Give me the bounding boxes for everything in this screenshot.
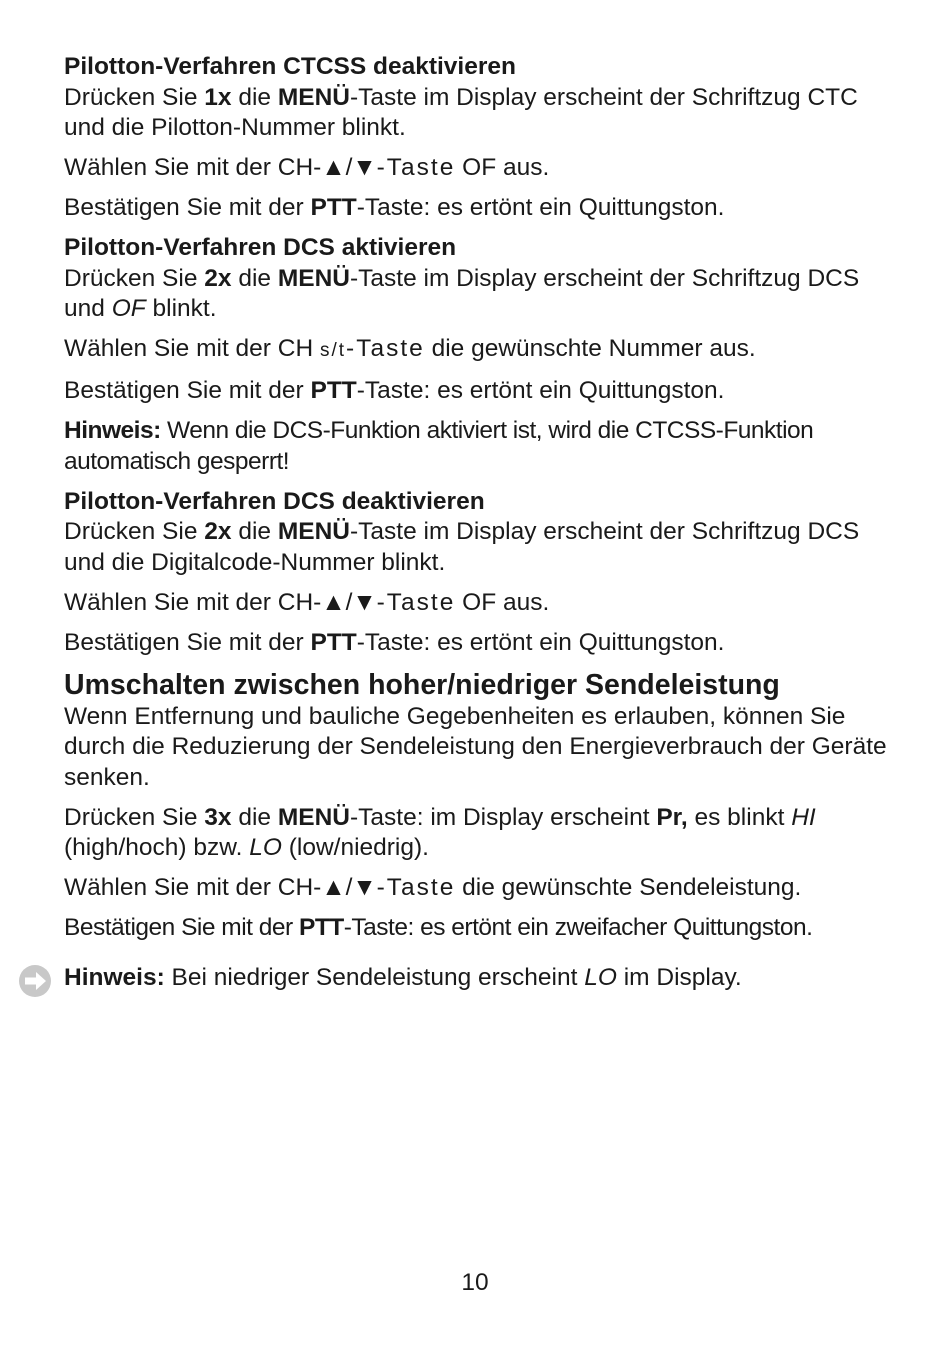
- arrow-keys-symbol: s/t: [319, 340, 347, 361]
- instruction-paragraph: Drücken Sie 2x die MENÜ-Taste im Display erscheint der Schriftzug DCS und OF blinkt.: [64, 264, 860, 322]
- page-content: [64, 52, 904, 1003]
- instruction-paragraph: Drücken Sie 1x die MENÜ-Taste im Display erscheint der Schriftzug CTC und die Pilotton-Nummer blinkt.: [64, 83, 858, 141]
- page-number: 10: [461, 1269, 489, 1296]
- instruction-paragraph: Wählen Sie mit der CH-▲/▼-Taste OF aus.: [64, 588, 550, 616]
- section-transmit-power: [64, 668, 904, 994]
- note-paragraph: Hinweis: Wenn die DCS-Funktion aktiviert ist, wird die CTCSS-Funktion automatisch gesperrt!: [64, 417, 814, 475]
- arrow-keys-symbol: ▲/▼: [321, 154, 377, 181]
- intro-paragraph: Wenn Entfernung und bauliche Gegebenheiten es erlauben, können Sie durch die Reduzierung der Sendeleistung den Energieverbrauch der Geräte senken.: [64, 702, 887, 791]
- section-ctcss-deactivate: [64, 52, 904, 224]
- instruction-paragraph: Wählen Sie mit der CH-▲/▼-Taste OF aus.: [64, 154, 550, 181]
- instruction-paragraph: Bestätigen Sie mit der PTT-Taste: es ertönt ein Quittungston.: [64, 628, 725, 656]
- section-heading: Umschalten zwischen hoher/niedriger Sendeleistung: [64, 668, 780, 701]
- arrow-keys-symbol: ▲/▼: [321, 588, 377, 616]
- section-title: Pilotton-Verfahren DCS aktivieren: [64, 234, 457, 261]
- instruction-paragraph: Bestätigen Sie mit der PTT-Taste: es ertönt ein zweifacher Quittungston.: [64, 914, 813, 941]
- instruction-paragraph: Bestätigen Sie mit der PTT-Taste: es ertönt ein Quittungston.: [64, 377, 725, 404]
- instruction-paragraph: Wählen Sie mit der CH s/t-Taste die gewünschte Nummer aus.: [64, 335, 756, 362]
- arrow-keys-symbol: ▲/▼: [321, 874, 377, 901]
- section-title: Pilotton-Verfahren CTCSS deaktivieren: [64, 53, 516, 80]
- section-dcs-activate: [64, 233, 904, 477]
- instruction-paragraph: Wählen Sie mit der CH-▲/▼-Taste die gewünschte Sendeleistung.: [64, 874, 802, 901]
- arrow-right-circle-icon: [17, 964, 53, 998]
- instruction-paragraph: Drücken Sie 2x die MENÜ-Taste im Display erscheint der Schriftzug DCS und die Digitalcode-Nummer blinkt.: [64, 518, 860, 576]
- section-dcs-deactivate: [64, 487, 904, 659]
- section-title: Pilotton-Verfahren DCS deaktivieren: [64, 487, 485, 515]
- instruction-paragraph: Bestätigen Sie mit der PTT-Taste: es ertönt ein Quittungston.: [64, 194, 725, 221]
- note-paragraph: Hinweis: Bei niedriger Sendeleistung erscheint LO im Display.: [64, 963, 742, 991]
- note-block: [64, 963, 904, 994]
- instruction-paragraph: Drücken Sie 3x die MENÜ-Taste: im Display erscheint Pr, es blinkt HI (high/hoch) bzw. LO (low/niedrig).: [64, 803, 816, 861]
